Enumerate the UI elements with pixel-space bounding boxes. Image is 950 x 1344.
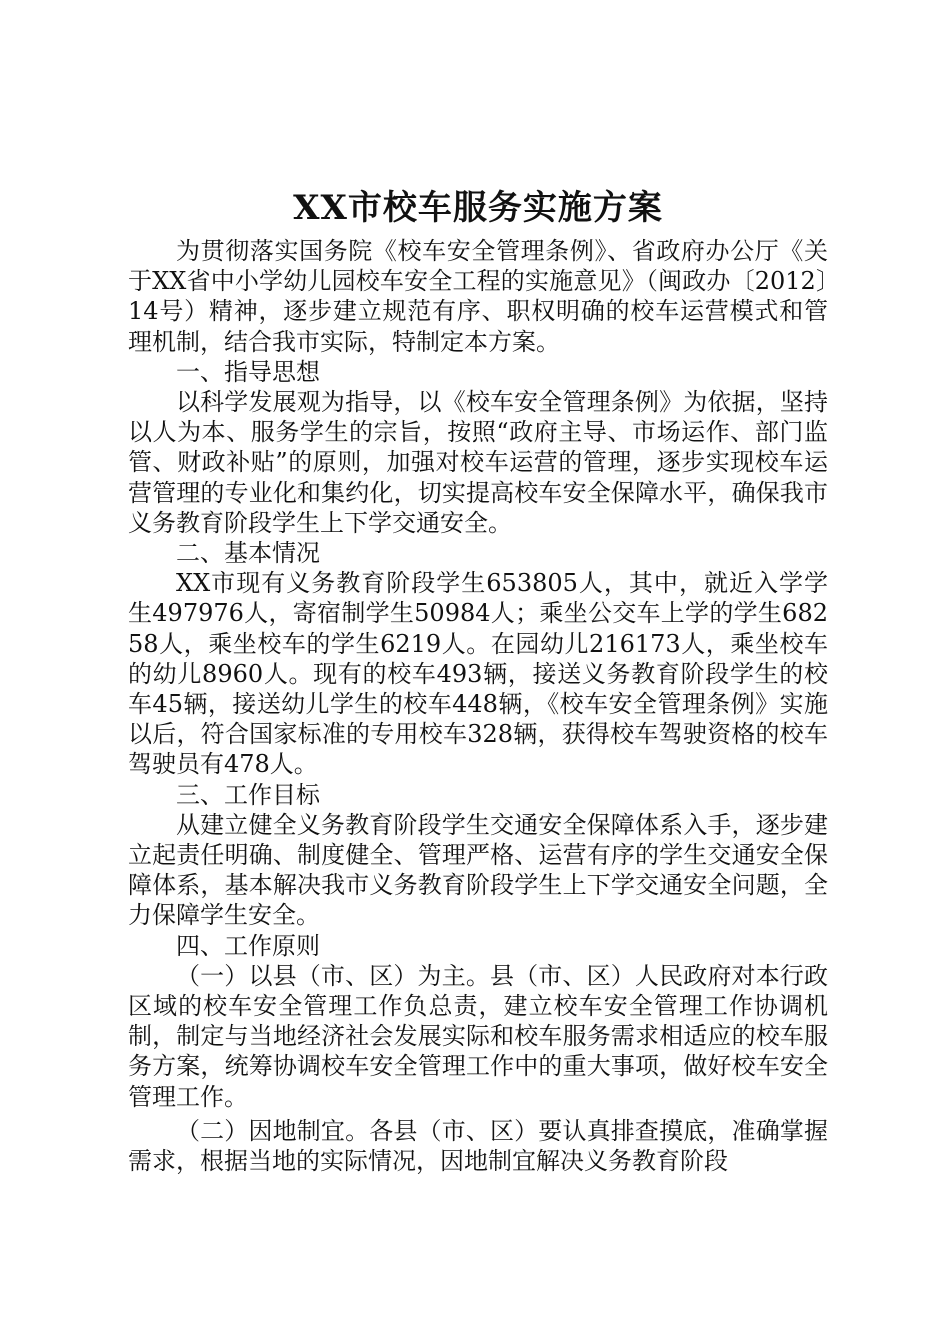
document-title: XX市校车服务实施方案 xyxy=(293,188,663,228)
section-3-paragraph-1: 从建立健全义务教育阶段学生交通安全保障体系入手，逐步建立起责任明确、制度健全、管理严格、运营有序的学生交通安全保障体系，基本解决我市义务教育阶段学生上下学交通安全问题，全力保障学生安全。 xyxy=(128,810,828,930)
section-heading-1: 一、指导思想 xyxy=(176,357,320,386)
section-heading-4: 四、工作原则 xyxy=(176,931,320,960)
section-4-paragraph-2: （二）因地制宜。各县（市、区）要认真排查摸底，准确掌握需求，根据当地的实际情况，因地制宜解决义务教育阶段 xyxy=(128,1116,828,1176)
section-heading-2: 二、基本情况 xyxy=(176,539,320,568)
section-2-paragraph-1: XX市现有义务教育阶段学生653805人，其中，就近入学学生497976人，寄宿制学生50984人；乘坐公交车上学的学生68258人，乘坐校车的学生6219人。在园幼儿216173人，乘坐校车的幼儿8960人。现有的校车493辆，接送义务教育阶段学生的校车45辆，接送幼儿学生的校车448辆，《校车安全管理条例》实施以后，符合国家标准的专用校车328辆，获得校车驾驶资格的校车驾驶员有478人。 xyxy=(128,569,828,779)
section-heading-3: 三、工作目标 xyxy=(176,780,320,809)
section-1-paragraph-1: 以科学发展观为指导，以《校车安全管理条例》为依据，坚持以人为本、服务学生的宗旨，按照“政府主导、市场运作、部门监管、财政补贴”的原则，加强对校车运营的管理，逐步实现校车运营管理的专业化和集约化，切实提高校车安全保障水平，确保我市义务教育阶段学生上下学交通安全。 xyxy=(128,388,828,537)
document-page xyxy=(128,180,828,1176)
section-4-paragraph-1: （一）以县（市、区）为主。县（市、区）人民政府对本行政区域的校车安全管理工作负总责，建立校车安全管理工作协调机制，制定与当地经济社会发展实际和校车服务需求相适应的校车服务方案，统筹协调校车安全管理工作中的重大事项，做好校车安全管理工作。 xyxy=(128,961,828,1111)
intro-paragraph: 为贯彻落实国务院《校车安全管理条例》、省政府办公厅《关于XX省中小学幼儿园校车安全工程的实施意见》（闽政办〔2012〕14号）精神，逐步建立规范有序、职权明确的校车运营模式和管理机制，结合我市实际，特制定本方案。 xyxy=(128,237,828,356)
